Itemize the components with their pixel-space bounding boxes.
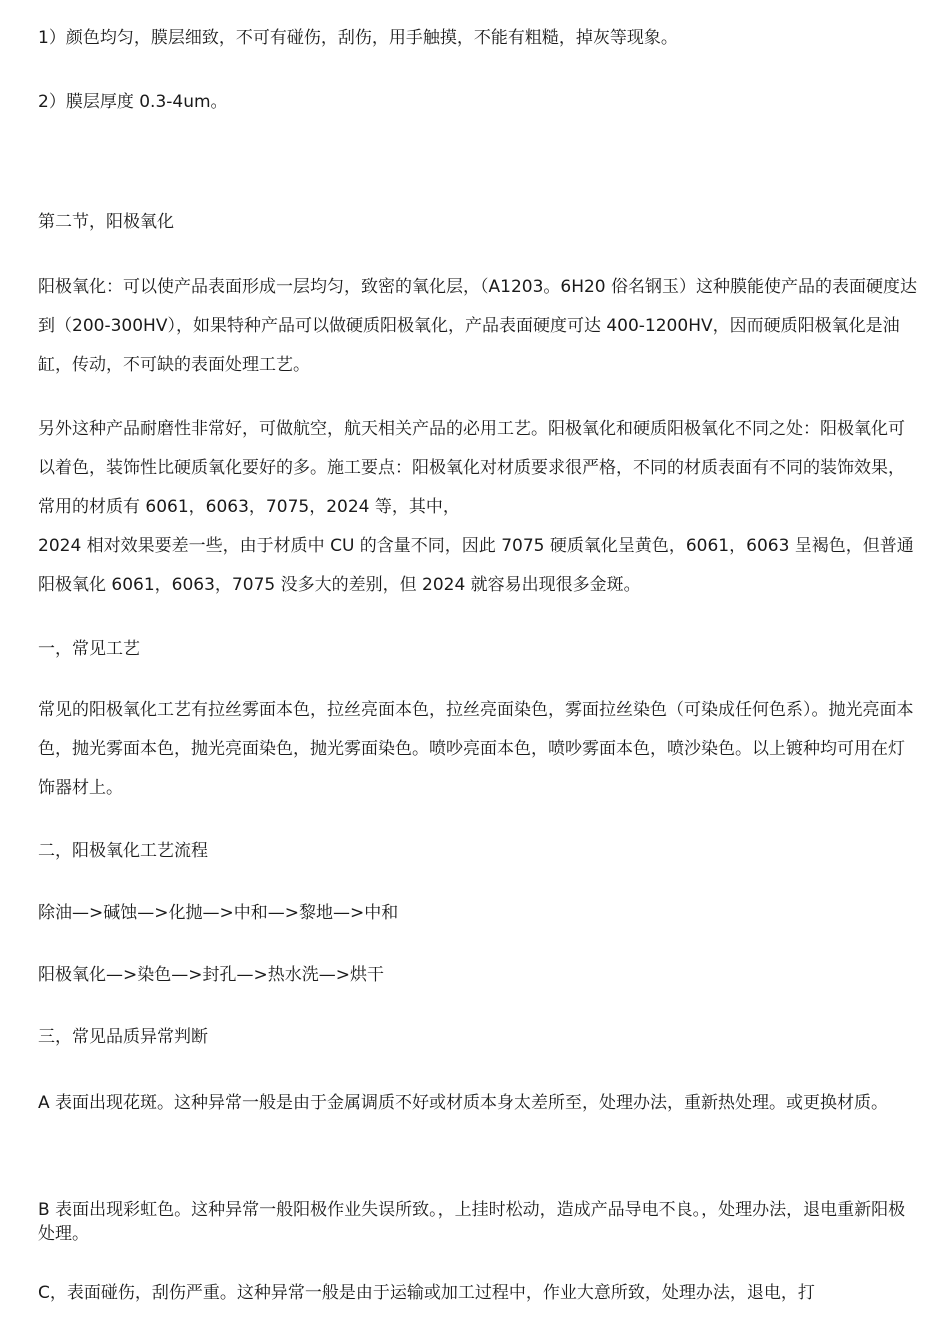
paragraph-anomaly-b: B 表面出现彩虹色。这种异常一般阳极作业失误所致。，上挂时松动，造成产品导电不良。，处理办法，退电重新阳极处理。: [38, 1200, 906, 1244]
paragraph-common-processes: 常见的阳极氧化工艺有拉丝雾面本色，拉丝亮面本色，拉丝亮面染色，雾面拉丝染色（可染成任何色系）。抛光亮面本色，抛光雾面本色，抛光亮面染色，抛光雾面染色。喷吵亮面本色，喷吵雾面本色，喷沙染色。以上镀种均可用在灯饰器材上。: [38, 700, 914, 798]
section-heading-anodizing: 第二节，阳极氧化: [38, 212, 174, 232]
paragraph-anomaly-c: C，表面碰伤，刮伤严重。这种异常一般是由于运输或加工过程中，作业大意所致，处理办法，退电，打: [38, 1283, 815, 1303]
heading-quality-anomalies: 三，常见品质异常判断: [38, 1027, 208, 1047]
paragraph-film-thickness: 2）膜层厚度 0.3-4um。: [38, 92, 228, 112]
heading-process-flow: 二，阳极氧化工艺流程: [38, 841, 208, 861]
paragraph-anodizing-intro: 阳极氧化：可以使产品表面形成一层均匀，致密的氧化层，（A1203。6H20 俗名钢玉）这种膜能使产品的表面硬度达到（200-300HV），如果特种产品可以做硬质阳极氧化，产品表面硬度可达 400-1200HV，因而硬质阳极氧化是油缸，传动，不可缺的表面处理工艺。: [38, 277, 918, 375]
heading-common-processes: 一，常见工艺: [38, 639, 140, 659]
paragraph-anodizing-materials: 另外这种产品耐磨性非常好，可做航空，航天相关产品的必用工艺。阳极氧化和硬质阳极氧化不同之处：阳极氧化可以着色，装饰性比硬质氧化要好的多。施工要点：阳极氧化对材质要求很严格，不同的材质表面有不同的装饰效果，常用的材质有 6061，6063，7075，2024 等，其中， 2024 相对效果要差一些，由于材质中 CU 的含量不同，因此 7075 硬质氧化呈黄色，6061，6063 呈褐色，但普通阳极氧化 6061，6063，7075 没多大的差别，但 2024 就容易出现很多金斑。: [38, 419, 914, 595]
process-flow-line-2: 阳极氧化—>染色—>封孔—>热水洗—>烘干: [38, 965, 384, 985]
process-flow-line-1: 除油—>碱蚀—>化抛—>中和—>黎地—>中和: [38, 903, 399, 923]
paragraph-anomaly-a: A 表面出现花斑。这种异常一般是由于金属调质不好或材质本身太差所至，处理办法，重新热处理。或更换材质。: [38, 1093, 889, 1113]
paragraph-quality-color: 1）颜色均匀，膜层细致，不可有碰伤，刮伤，用手触摸，不能有粗糙，掉灰等现象。: [38, 28, 678, 48]
